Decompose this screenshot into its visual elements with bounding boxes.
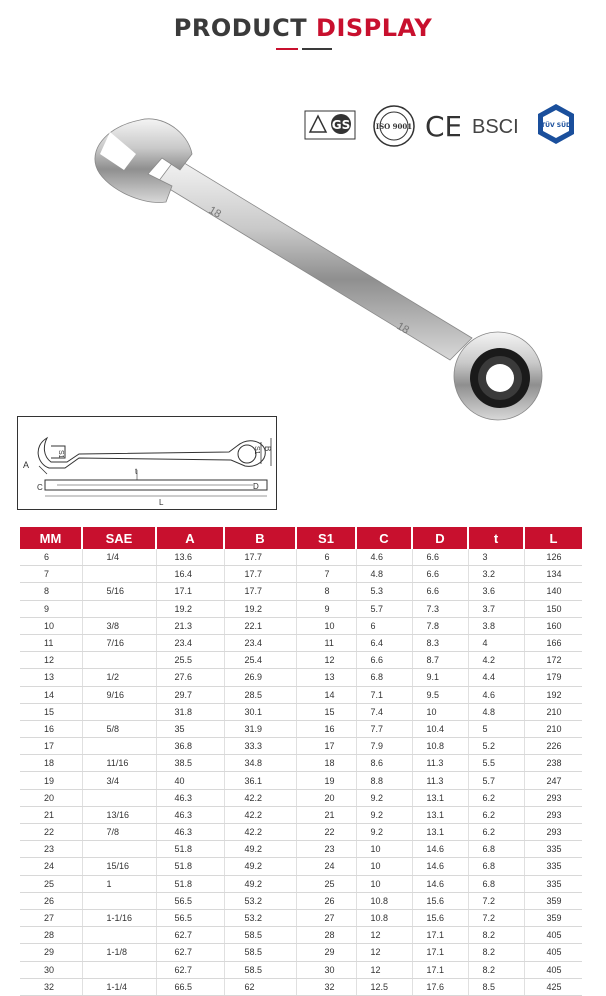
table-cell: 210 bbox=[524, 720, 582, 737]
table-cell: 425 bbox=[524, 978, 582, 995]
table-cell: 20 bbox=[20, 789, 82, 806]
title-underline-dark bbox=[302, 48, 332, 50]
table-cell: 16 bbox=[20, 720, 82, 737]
table-cell: 335 bbox=[524, 858, 582, 875]
table-cell: 15.6 bbox=[412, 892, 468, 909]
table-cell: 210 bbox=[524, 703, 582, 720]
table-cell: 3/4 bbox=[82, 772, 156, 789]
dim-label-a: A bbox=[23, 460, 30, 470]
table-row bbox=[20, 720, 582, 737]
table-cell: 1-1/16 bbox=[82, 909, 156, 926]
table-cell: 17.1 bbox=[156, 583, 224, 600]
col-header-l: L bbox=[524, 527, 582, 549]
table-row bbox=[20, 978, 582, 995]
table-row bbox=[20, 875, 582, 892]
table-cell: 29.7 bbox=[156, 686, 224, 703]
table-cell: 31.9 bbox=[224, 720, 296, 737]
table-cell: 172 bbox=[524, 652, 582, 669]
table-cell bbox=[82, 600, 156, 617]
table-cell: 9.5 bbox=[412, 686, 468, 703]
table-cell: 40 bbox=[156, 772, 224, 789]
table-cell: 36.1 bbox=[224, 772, 296, 789]
table-cell: 3.6 bbox=[468, 583, 524, 600]
table-cell: 335 bbox=[524, 841, 582, 858]
table-cell: 10.8 bbox=[356, 892, 412, 909]
table-cell: 17.1 bbox=[412, 927, 468, 944]
table-cell: 58.5 bbox=[224, 927, 296, 944]
table-cell: 1 bbox=[82, 875, 156, 892]
table-row bbox=[20, 824, 582, 841]
table-cell: 14 bbox=[20, 686, 82, 703]
table-cell: 13 bbox=[296, 669, 356, 686]
table-row bbox=[20, 944, 582, 961]
table-cell: 14.6 bbox=[412, 858, 468, 875]
table-cell: 15 bbox=[20, 703, 82, 720]
table-cell: 66.5 bbox=[156, 978, 224, 995]
table-cell: 1/2 bbox=[82, 669, 156, 686]
table-cell: 53.2 bbox=[224, 892, 296, 909]
table-cell: 6.6 bbox=[412, 566, 468, 583]
table-cell: 30 bbox=[296, 961, 356, 978]
table-cell: 7 bbox=[20, 566, 82, 583]
table-cell: 6.2 bbox=[468, 806, 524, 823]
table-cell: 5.5 bbox=[468, 755, 524, 772]
table-cell: 10 bbox=[356, 841, 412, 858]
table-cell: 17.7 bbox=[224, 583, 296, 600]
table-cell: 12 bbox=[296, 652, 356, 669]
table-cell: 21 bbox=[296, 806, 356, 823]
table-cell: 7.2 bbox=[468, 892, 524, 909]
title-part-2: DISPLAY bbox=[316, 14, 433, 42]
table-cell: 6.6 bbox=[412, 549, 468, 566]
table-cell bbox=[82, 961, 156, 978]
table-cell bbox=[82, 738, 156, 755]
col-header-d: D bbox=[412, 527, 468, 549]
table-cell: 49.2 bbox=[224, 841, 296, 858]
table-cell: 3.7 bbox=[468, 600, 524, 617]
col-header-sae: SAE bbox=[82, 527, 156, 549]
table-cell: 62.7 bbox=[156, 927, 224, 944]
dim-label-d: D bbox=[253, 482, 259, 491]
col-header-c: C bbox=[356, 527, 412, 549]
table-cell: 13 bbox=[20, 669, 82, 686]
table-cell: 18 bbox=[20, 755, 82, 772]
table-cell: 9 bbox=[296, 600, 356, 617]
table-cell: 19.2 bbox=[156, 600, 224, 617]
table-row bbox=[20, 789, 582, 806]
table-cell: 6 bbox=[296, 549, 356, 566]
table-cell: 7 bbox=[296, 566, 356, 583]
table-cell: 28 bbox=[20, 927, 82, 944]
table-cell bbox=[82, 789, 156, 806]
table-cell: 35 bbox=[156, 720, 224, 737]
table-row bbox=[20, 669, 582, 686]
table-cell: 46.3 bbox=[156, 824, 224, 841]
table-cell: 62 bbox=[224, 978, 296, 995]
table-cell: 7.7 bbox=[356, 720, 412, 737]
table-cell: 5/8 bbox=[82, 720, 156, 737]
table-cell: 5.2 bbox=[468, 738, 524, 755]
table-cell: 13.6 bbox=[156, 549, 224, 566]
table-cell: 12 bbox=[356, 961, 412, 978]
table-cell: 58.5 bbox=[224, 961, 296, 978]
table-cell: 20 bbox=[296, 789, 356, 806]
table-cell: 6.8 bbox=[468, 858, 524, 875]
wrench-photo bbox=[80, 110, 550, 440]
table-cell: 10 bbox=[296, 617, 356, 634]
table-cell: 134 bbox=[524, 566, 582, 583]
table-cell: 10.8 bbox=[412, 738, 468, 755]
tuv-text: TÜV SÜD bbox=[541, 122, 571, 129]
table-cell bbox=[82, 927, 156, 944]
table-cell: 359 bbox=[524, 909, 582, 926]
table-cell: 30 bbox=[20, 961, 82, 978]
table-cell: 1-1/8 bbox=[82, 944, 156, 961]
table-cell: 10 bbox=[356, 875, 412, 892]
table-cell: 17 bbox=[296, 738, 356, 755]
table-cell: 7.4 bbox=[356, 703, 412, 720]
table-cell: 293 bbox=[524, 789, 582, 806]
table-cell: 405 bbox=[524, 927, 582, 944]
table-cell bbox=[82, 892, 156, 909]
col-header-s1: S1 bbox=[296, 527, 356, 549]
page-title bbox=[0, 14, 606, 42]
table-cell: 31.8 bbox=[156, 703, 224, 720]
table-cell: 7.1 bbox=[356, 686, 412, 703]
table-cell: 126 bbox=[524, 549, 582, 566]
table-cell: 9.2 bbox=[356, 789, 412, 806]
table-cell: 8 bbox=[296, 583, 356, 600]
table-cell: 23.4 bbox=[156, 634, 224, 651]
table-cell: 8.7 bbox=[412, 652, 468, 669]
table-cell bbox=[82, 703, 156, 720]
table-cell: 46.3 bbox=[156, 806, 224, 823]
table-row bbox=[20, 583, 582, 600]
table-cell: 21.3 bbox=[156, 617, 224, 634]
table-cell: 38.5 bbox=[156, 755, 224, 772]
table-cell: 49.2 bbox=[224, 875, 296, 892]
col-header-mm: MM bbox=[20, 527, 82, 549]
table-cell: 6.8 bbox=[468, 841, 524, 858]
table-cell: 14.6 bbox=[412, 841, 468, 858]
table-cell: 11.3 bbox=[412, 772, 468, 789]
table-cell: 5.3 bbox=[356, 583, 412, 600]
table-cell: 160 bbox=[524, 617, 582, 634]
table-cell: 7/16 bbox=[82, 634, 156, 651]
dim-label-l: L bbox=[159, 498, 164, 507]
table-cell: 6.8 bbox=[356, 669, 412, 686]
dim-label-s1-left: S1 bbox=[57, 450, 64, 459]
table-cell: 53.2 bbox=[224, 909, 296, 926]
table-cell: 179 bbox=[524, 669, 582, 686]
col-header-a: A bbox=[156, 527, 224, 549]
table-cell: 32 bbox=[20, 978, 82, 995]
table-cell: 8.2 bbox=[468, 927, 524, 944]
table-cell: 13.1 bbox=[412, 806, 468, 823]
table-cell: 51.8 bbox=[156, 875, 224, 892]
table-cell: 7.8 bbox=[412, 617, 468, 634]
table-cell: 17.6 bbox=[412, 978, 468, 995]
table-cell: 4.8 bbox=[356, 566, 412, 583]
table-cell: 16.4 bbox=[156, 566, 224, 583]
technical-drawing bbox=[17, 416, 277, 510]
table-cell: 7/8 bbox=[82, 824, 156, 841]
title-underline-red bbox=[276, 48, 298, 50]
table-cell: 8.3 bbox=[412, 634, 468, 651]
table-cell: 17.7 bbox=[224, 549, 296, 566]
table-cell: 7.9 bbox=[356, 738, 412, 755]
table-cell: 10 bbox=[412, 703, 468, 720]
table-cell: 17 bbox=[20, 738, 82, 755]
table-cell: 23.4 bbox=[224, 634, 296, 651]
table-cell: 5 bbox=[468, 720, 524, 737]
table-cell: 1/4 bbox=[82, 549, 156, 566]
table-cell: 22 bbox=[20, 824, 82, 841]
table-cell: 192 bbox=[524, 686, 582, 703]
table-cell: 22 bbox=[296, 824, 356, 841]
table-cell: 293 bbox=[524, 806, 582, 823]
table-cell: 10.4 bbox=[412, 720, 468, 737]
table-cell: 12 bbox=[20, 652, 82, 669]
col-header-b: B bbox=[224, 527, 296, 549]
table-cell: 335 bbox=[524, 875, 582, 892]
table-cell: 10 bbox=[356, 858, 412, 875]
table-cell: 226 bbox=[524, 738, 582, 755]
table-cell: 6.6 bbox=[356, 652, 412, 669]
table-cell: 166 bbox=[524, 634, 582, 651]
title-part-1: PRODUCT bbox=[173, 14, 308, 42]
table-cell: 11 bbox=[20, 634, 82, 651]
table-cell: 15 bbox=[296, 703, 356, 720]
table-cell: 6.2 bbox=[468, 789, 524, 806]
table-cell: 7.2 bbox=[468, 909, 524, 926]
table-cell: 17.1 bbox=[412, 961, 468, 978]
table-cell: 5.7 bbox=[356, 600, 412, 617]
table-cell: 56.5 bbox=[156, 892, 224, 909]
table-cell: 26.9 bbox=[224, 669, 296, 686]
table-cell: 1-1/4 bbox=[82, 978, 156, 995]
table-row bbox=[20, 634, 582, 651]
table-cell: 28 bbox=[296, 927, 356, 944]
table-cell: 12.5 bbox=[356, 978, 412, 995]
table-cell: 22.1 bbox=[224, 617, 296, 634]
dim-label-s1-right: S1 bbox=[253, 446, 260, 455]
table-row bbox=[20, 961, 582, 978]
table-cell: 23 bbox=[296, 841, 356, 858]
table-cell: 6 bbox=[20, 549, 82, 566]
table-row bbox=[20, 652, 582, 669]
table-cell: 13.1 bbox=[412, 824, 468, 841]
table-cell: 17.7 bbox=[224, 566, 296, 583]
table-cell: 3.8 bbox=[468, 617, 524, 634]
table-cell: 5.7 bbox=[468, 772, 524, 789]
table-cell: 293 bbox=[524, 824, 582, 841]
table-row bbox=[20, 600, 582, 617]
dim-label-c: C bbox=[37, 483, 43, 492]
table-cell: 49.2 bbox=[224, 858, 296, 875]
table-cell: 25.5 bbox=[156, 652, 224, 669]
table-cell: 58.5 bbox=[224, 944, 296, 961]
table-cell: 14.6 bbox=[412, 875, 468, 892]
table-cell bbox=[82, 566, 156, 583]
table-row bbox=[20, 755, 582, 772]
table-cell: 5/16 bbox=[82, 583, 156, 600]
table-cell: 21 bbox=[20, 806, 82, 823]
ce-text: CE bbox=[425, 110, 460, 142]
table-cell: 27.6 bbox=[156, 669, 224, 686]
table-cell: 8.2 bbox=[468, 944, 524, 961]
table-header-row bbox=[20, 527, 582, 549]
table-row bbox=[20, 772, 582, 789]
table-cell: 27 bbox=[20, 909, 82, 926]
table-cell: 405 bbox=[524, 961, 582, 978]
table-cell: 4.6 bbox=[468, 686, 524, 703]
table-cell: 30.1 bbox=[224, 703, 296, 720]
table-cell: 8.5 bbox=[468, 978, 524, 995]
table-cell: 29 bbox=[20, 944, 82, 961]
table-cell: 6.2 bbox=[468, 824, 524, 841]
table-cell: 6.4 bbox=[356, 634, 412, 651]
table-cell: 25 bbox=[20, 875, 82, 892]
table-cell: 62.7 bbox=[156, 944, 224, 961]
table-cell: 247 bbox=[524, 772, 582, 789]
table-row bbox=[20, 738, 582, 755]
table-cell: 8.8 bbox=[356, 772, 412, 789]
table-cell: 6.6 bbox=[412, 583, 468, 600]
bsci-text: BSCI bbox=[472, 116, 519, 138]
table-cell: 18 bbox=[296, 755, 356, 772]
table-cell: 13.1 bbox=[412, 789, 468, 806]
table-cell: 4.2 bbox=[468, 652, 524, 669]
table-cell: 19 bbox=[296, 772, 356, 789]
table-cell: 10 bbox=[20, 617, 82, 634]
table-cell: 11/16 bbox=[82, 755, 156, 772]
table-cell: 140 bbox=[524, 583, 582, 600]
table-cell: 28.5 bbox=[224, 686, 296, 703]
table-row bbox=[20, 841, 582, 858]
table-cell: 25 bbox=[296, 875, 356, 892]
table-cell: 3/8 bbox=[82, 617, 156, 634]
table-cell: 359 bbox=[524, 892, 582, 909]
table-cell: 24 bbox=[296, 858, 356, 875]
table-cell: 29 bbox=[296, 944, 356, 961]
table-cell: 26 bbox=[296, 892, 356, 909]
table-cell: 6.8 bbox=[468, 875, 524, 892]
table-cell: 10.8 bbox=[356, 909, 412, 926]
table-cell: 7.3 bbox=[412, 600, 468, 617]
table-cell: 51.8 bbox=[156, 841, 224, 858]
table-cell: 9.2 bbox=[356, 824, 412, 841]
table-cell: 26 bbox=[20, 892, 82, 909]
table-cell: 24 bbox=[20, 858, 82, 875]
table-cell: 6 bbox=[356, 617, 412, 634]
table-row bbox=[20, 617, 582, 634]
table-cell: 19.2 bbox=[224, 600, 296, 617]
table-cell: 3.2 bbox=[468, 566, 524, 583]
table-cell bbox=[82, 652, 156, 669]
table-row bbox=[20, 566, 582, 583]
table-cell: 13/16 bbox=[82, 806, 156, 823]
table-cell: 3 bbox=[468, 549, 524, 566]
table-cell: 62.7 bbox=[156, 961, 224, 978]
table-cell: 9/16 bbox=[82, 686, 156, 703]
table-cell: 4.8 bbox=[468, 703, 524, 720]
size-mark-2: 18 bbox=[394, 320, 412, 337]
size-mark-1: 18 bbox=[206, 204, 224, 221]
table-cell: 11.3 bbox=[412, 755, 468, 772]
table-row bbox=[20, 549, 582, 566]
table-cell: 9.2 bbox=[356, 806, 412, 823]
iso-text: ISO 9001 bbox=[375, 122, 413, 131]
table-row bbox=[20, 858, 582, 875]
table-cell: 34.8 bbox=[224, 755, 296, 772]
table-cell: 42.2 bbox=[224, 824, 296, 841]
dim-label-t: t bbox=[135, 467, 138, 476]
table-row bbox=[20, 909, 582, 926]
table-cell: 15/16 bbox=[82, 858, 156, 875]
table-row bbox=[20, 806, 582, 823]
table-cell: 12 bbox=[356, 927, 412, 944]
gs-text: GS bbox=[331, 118, 351, 132]
table-cell: 42.2 bbox=[224, 789, 296, 806]
table-cell: 27 bbox=[296, 909, 356, 926]
table-cell: 14 bbox=[296, 686, 356, 703]
table-cell: 9.1 bbox=[412, 669, 468, 686]
table-cell: 150 bbox=[524, 600, 582, 617]
table-cell: 12 bbox=[356, 944, 412, 961]
table-cell: 42.2 bbox=[224, 806, 296, 823]
dim-label-b: B bbox=[263, 446, 272, 452]
table-cell: 15.6 bbox=[412, 909, 468, 926]
table-row bbox=[20, 703, 582, 720]
table-cell: 8.6 bbox=[356, 755, 412, 772]
table-cell: 51.8 bbox=[156, 858, 224, 875]
table-cell: 8 bbox=[20, 583, 82, 600]
table-cell: 19 bbox=[20, 772, 82, 789]
table-cell: 33.3 bbox=[224, 738, 296, 755]
table-cell: 25.4 bbox=[224, 652, 296, 669]
table-cell: 405 bbox=[524, 944, 582, 961]
table-cell: 16 bbox=[296, 720, 356, 737]
table-cell: 8.2 bbox=[468, 961, 524, 978]
table-cell: 32 bbox=[296, 978, 356, 995]
spec-table bbox=[20, 527, 582, 996]
table-cell: 56.5 bbox=[156, 909, 224, 926]
col-header-t: t bbox=[468, 527, 524, 549]
table-cell: 23 bbox=[20, 841, 82, 858]
table-row bbox=[20, 892, 582, 909]
table-cell: 4.4 bbox=[468, 669, 524, 686]
table-cell: 17.1 bbox=[412, 944, 468, 961]
table-cell: 11 bbox=[296, 634, 356, 651]
table-cell: 36.8 bbox=[156, 738, 224, 755]
table-row bbox=[20, 927, 582, 944]
table-cell: 46.3 bbox=[156, 789, 224, 806]
table-cell: 4 bbox=[468, 634, 524, 651]
table-cell: 9 bbox=[20, 600, 82, 617]
table-row bbox=[20, 686, 582, 703]
table-cell: 238 bbox=[524, 755, 582, 772]
table-cell: 4.6 bbox=[356, 549, 412, 566]
table-cell bbox=[82, 841, 156, 858]
